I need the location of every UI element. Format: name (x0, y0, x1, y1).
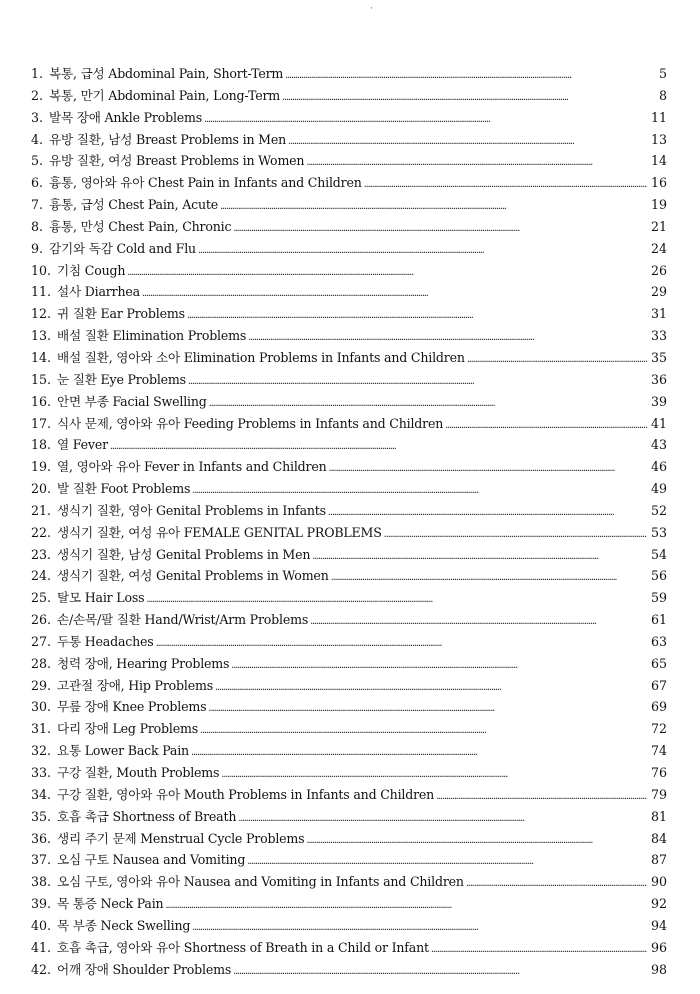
entry-number: 36. (31, 830, 52, 846)
entry-page-number: 33 (650, 328, 667, 344)
entry-page-number: 35 (650, 349, 667, 365)
dot-leader (247, 849, 647, 873)
entry-page-number: 96 (650, 939, 667, 955)
entry-page-number: 84 (650, 830, 667, 846)
toc-entry (31, 937, 667, 959)
entry-title: 생식기 질환, 남성 Genital Problems in Men (57, 546, 311, 562)
dot-leader (445, 413, 647, 437)
toc-entry (31, 631, 667, 653)
entry-page-number: 31 (650, 306, 667, 322)
entry-number: 32. (31, 743, 52, 759)
entry-number: 31. (31, 721, 52, 737)
entry-title: 눈 질환 Eye Problems (57, 371, 186, 387)
dot-leader (312, 544, 647, 568)
entry-number: 22. (31, 524, 52, 540)
entry-number: 17. (31, 415, 52, 431)
dot-leader (142, 281, 647, 305)
entry-number: 18. (31, 437, 52, 453)
entry-number: 29. (31, 677, 52, 693)
dot-leader (198, 238, 647, 262)
toc-entry (31, 565, 667, 587)
dot-leader (204, 107, 647, 131)
toc-entry (31, 107, 667, 129)
entry-title: 고관절 장애, Hip Problems (57, 677, 213, 693)
toc-entry (31, 849, 667, 871)
toc-entry (31, 806, 667, 828)
entry-page-number: 13 (650, 131, 667, 147)
entry-number: 6. (31, 175, 44, 191)
entry-number: 26. (31, 612, 52, 628)
entry-title: 열, 영아와 유아 Fever in Infants and Children (57, 459, 327, 475)
toc-entry (31, 85, 667, 107)
entry-title: 오심 구토 Nausea and Vomiting (57, 852, 246, 868)
entry-page-number: 53 (650, 524, 667, 540)
dot-leader (209, 391, 647, 415)
toc-entry (31, 194, 667, 216)
dot-leader (288, 129, 647, 153)
dot-leader (220, 194, 647, 218)
toc-entry (31, 500, 667, 522)
entry-title: 유방 질환, 남성 Breast Problems in Men (49, 131, 287, 147)
entry-number: 10. (31, 262, 52, 278)
entry-page-number: 36 (650, 371, 667, 387)
entry-number: 16. (31, 393, 52, 409)
entry-title: 배설 질환 Elimination Problems (57, 328, 247, 344)
entry-title: 배설 질환, 영아와 소아 Elimination Problems in Infants and Children (57, 349, 465, 365)
entry-title: 복통, 만기 Abdominal Pain, Long-Term (49, 87, 281, 103)
entry-page-number: 11 (650, 109, 667, 125)
entry-title: 설사 Diarrhea (57, 284, 140, 300)
entry-title: 열 Fever (57, 437, 108, 453)
toc-entry (31, 893, 667, 915)
dot-leader (165, 893, 647, 917)
entry-number: 9. (31, 240, 44, 256)
entry-title: 호흡 촉급, 영아와 유아 Shortness of Breath in a Child or Infant (57, 939, 429, 955)
entry-number: 20. (31, 481, 52, 497)
entry-page-number: 43 (650, 437, 667, 453)
entry-page-number: 41 (650, 415, 667, 431)
entry-page-number: 65 (650, 655, 667, 671)
entry-page-number: 5 (658, 66, 667, 81)
entry-page-number: 87 (650, 852, 667, 868)
dot-leader (384, 522, 647, 546)
entry-page-number: 69 (650, 699, 667, 715)
entry-title: 탈모 Hair Loss (57, 590, 145, 606)
entry-title: 기침 Cough (57, 262, 126, 278)
entry-number: 35. (31, 808, 52, 824)
entry-page-number: 76 (650, 765, 667, 780)
dot-leader (331, 565, 647, 589)
entry-title: 감기와 독감 Cold and Flu (49, 240, 196, 256)
entry-title: 유방 질환, 여성 Breast Problems in Women (49, 153, 305, 169)
entry-title: 손/손목/팔 질환 Hand/Wrist/Arm Problems (57, 612, 309, 628)
dot-leader (192, 915, 647, 939)
toc-entry (31, 172, 667, 194)
entry-number: 27. (31, 633, 52, 649)
toc-entry (31, 740, 667, 762)
dot-leader (187, 303, 647, 327)
toc-entry (31, 260, 667, 282)
entry-title: 식사 문제, 영아와 유아 Feeding Problems in Infants and Children (57, 415, 444, 431)
entry-number: 2. (31, 87, 44, 103)
page-mark: · (370, 4, 373, 14)
entry-page-number: 46 (650, 459, 667, 475)
entry-page-number: 29 (650, 284, 667, 300)
dot-leader (208, 696, 647, 720)
toc-entry (31, 784, 667, 806)
toc-entry (31, 544, 667, 566)
entry-number: 30. (31, 699, 52, 715)
entry-title: 복통, 급성 Abdominal Pain, Short-Term (49, 66, 284, 81)
entry-title: 목 부종 Neck Swelling (57, 917, 191, 933)
entry-title: 구강 질환, 영아와 유아 Mouth Problems in Infants and Children (57, 786, 435, 802)
entry-number: 39. (31, 896, 52, 912)
dot-leader (285, 63, 647, 87)
toc-entry (31, 216, 667, 238)
entry-number: 3. (31, 109, 44, 125)
entry-title: 청력 장애, Hearing Problems (57, 655, 230, 671)
toc-entry (31, 653, 667, 675)
dot-leader (238, 806, 647, 830)
entry-number: 42. (31, 961, 52, 977)
toc-entry (31, 391, 667, 413)
entry-title: 오심 구토, 영아와 유아 Nausea and Vomiting in Infants and Children (57, 874, 464, 890)
dot-leader (328, 500, 647, 524)
dot-leader (364, 172, 647, 196)
entry-number: 34. (31, 786, 52, 802)
dot-leader (146, 587, 647, 611)
dot-leader (233, 216, 647, 240)
dot-leader (282, 85, 647, 109)
dot-leader (329, 456, 648, 480)
entry-number: 38. (31, 874, 52, 890)
entry-page-number: 90 (650, 874, 667, 890)
dot-leader (467, 347, 647, 371)
entry-number: 8. (31, 218, 44, 234)
entry-page-number: 24 (650, 240, 667, 256)
entry-number: 13. (31, 328, 52, 344)
entry-page-number: 16 (650, 175, 667, 191)
toc-entry (31, 828, 667, 850)
entry-page-number: 67 (650, 677, 667, 693)
entry-number: 37. (31, 852, 52, 868)
toc-entry (31, 959, 667, 981)
entry-page-number: 72 (650, 721, 667, 737)
entry-number: 41. (31, 939, 52, 955)
toc-entry (31, 150, 667, 172)
toc-entry (31, 456, 667, 478)
dot-leader (310, 609, 647, 633)
entry-page-number: 92 (650, 896, 667, 912)
entry-page-number: 74 (650, 743, 667, 759)
entry-title: 생식기 질환, 영아 Genital Problems in Infants (57, 502, 326, 518)
toc-entry (31, 281, 667, 303)
dot-leader (192, 478, 647, 502)
dot-leader (188, 369, 647, 393)
entry-title: 두통 Headaches (57, 633, 154, 649)
entry-number: 33. (31, 765, 52, 780)
entry-title: 흉통, 영아와 유아 Chest Pain in Infants and Children (49, 175, 362, 191)
entry-page-number: 21 (650, 218, 667, 234)
entry-number: 40. (31, 917, 52, 933)
toc-entry (31, 762, 667, 784)
entry-title: 어깨 장애 Shoulder Problems (57, 961, 232, 977)
entry-page-number: 81 (650, 808, 667, 824)
entry-title: 생리 주기 문제 Menstrual Cycle Problems (57, 830, 305, 846)
toc-entry (31, 915, 667, 937)
entry-title: 호흡 촉급 Shortness of Breath (57, 808, 237, 824)
entry-page-number: 56 (650, 568, 667, 584)
entry-page-number: 54 (650, 546, 667, 562)
toc-entry (31, 347, 667, 369)
toc-entry (31, 675, 667, 697)
entry-page-number: 19 (650, 197, 667, 213)
dot-leader (215, 675, 647, 699)
table-of-contents (31, 63, 667, 980)
entry-page-number: 39 (650, 393, 667, 409)
entry-number: 28. (31, 655, 52, 671)
entry-title: 다리 장애 Leg Problems (57, 721, 199, 737)
entry-title: 생식기 질환, 여성 유아 FEMALE GENITAL PROBLEMS (57, 524, 382, 540)
toc-entry (31, 522, 667, 544)
entry-title: 흉통, 급성 Chest Pain, Acute (49, 197, 218, 213)
entry-title: 발목 장애 Ankle Problems (49, 109, 203, 125)
entry-page-number: 61 (650, 612, 667, 628)
toc-entry (31, 434, 667, 456)
toc-entry (31, 413, 667, 435)
toc-entry (31, 871, 667, 893)
entry-number: 4. (31, 131, 44, 147)
dot-leader (156, 631, 647, 655)
entry-title: 발 질환 Foot Problems (57, 481, 191, 497)
entry-number: 12. (31, 306, 52, 322)
dot-leader (466, 871, 647, 895)
toc-entry (31, 478, 667, 500)
entry-page-number: 26 (650, 262, 667, 278)
toc-entry (31, 696, 667, 718)
toc-entry (31, 63, 667, 85)
toc-entry (31, 303, 667, 325)
entry-number: 21. (31, 502, 52, 518)
entry-number: 25. (31, 590, 52, 606)
dot-leader (127, 260, 647, 284)
dot-leader (436, 784, 647, 808)
entry-title: 귀 질환 Ear Problems (57, 306, 185, 322)
entry-number: 1. (31, 66, 44, 81)
toc-entry (31, 609, 667, 631)
entry-number: 5. (31, 153, 44, 169)
entry-page-number: 94 (650, 917, 667, 933)
entry-title: 흉통, 만성 Chest Pain, Chronic (49, 218, 232, 234)
entry-number: 7. (31, 197, 44, 213)
dot-leader (233, 959, 647, 983)
entry-page-number: 8 (658, 87, 667, 103)
entry-page-number: 98 (650, 961, 667, 977)
entry-page-number: 59 (650, 590, 667, 606)
dot-leader (306, 828, 647, 852)
entry-page-number: 52 (650, 502, 667, 518)
entry-title: 무릎 장애 Knee Problems (57, 699, 207, 715)
entry-page-number: 79 (650, 786, 667, 802)
entry-title: 요통 Lower Back Pain (57, 743, 189, 759)
entry-number: 11. (31, 284, 52, 300)
toc-entry (31, 718, 667, 740)
toc-entry (31, 238, 667, 260)
entry-title: 구강 질환, Mouth Problems (57, 765, 220, 780)
entry-number: 24. (31, 568, 52, 584)
entry-page-number: 14 (650, 153, 667, 169)
entry-number: 23. (31, 546, 52, 562)
dot-leader (431, 937, 647, 961)
entry-title: 생식기 질환, 여성 Genital Problems in Women (57, 568, 329, 584)
dot-leader (110, 434, 647, 458)
toc-entry (31, 369, 667, 391)
dot-leader (221, 762, 647, 786)
entry-title: 안면 부종 Facial Swelling (57, 393, 207, 409)
dot-leader (191, 740, 647, 764)
dot-leader (248, 325, 647, 349)
entry-number: 19. (31, 459, 52, 475)
dot-leader (200, 718, 647, 742)
toc-entry (31, 325, 667, 347)
toc-entry (31, 129, 667, 151)
entry-page-number: 63 (650, 633, 667, 649)
toc-entry (31, 587, 667, 609)
entry-number: 15. (31, 371, 52, 387)
entry-page-number: 49 (650, 481, 667, 497)
dot-leader (231, 653, 647, 677)
dot-leader (306, 150, 647, 174)
entry-number: 14. (31, 349, 52, 365)
entry-title: 목 통증 Neck Pain (57, 896, 164, 912)
